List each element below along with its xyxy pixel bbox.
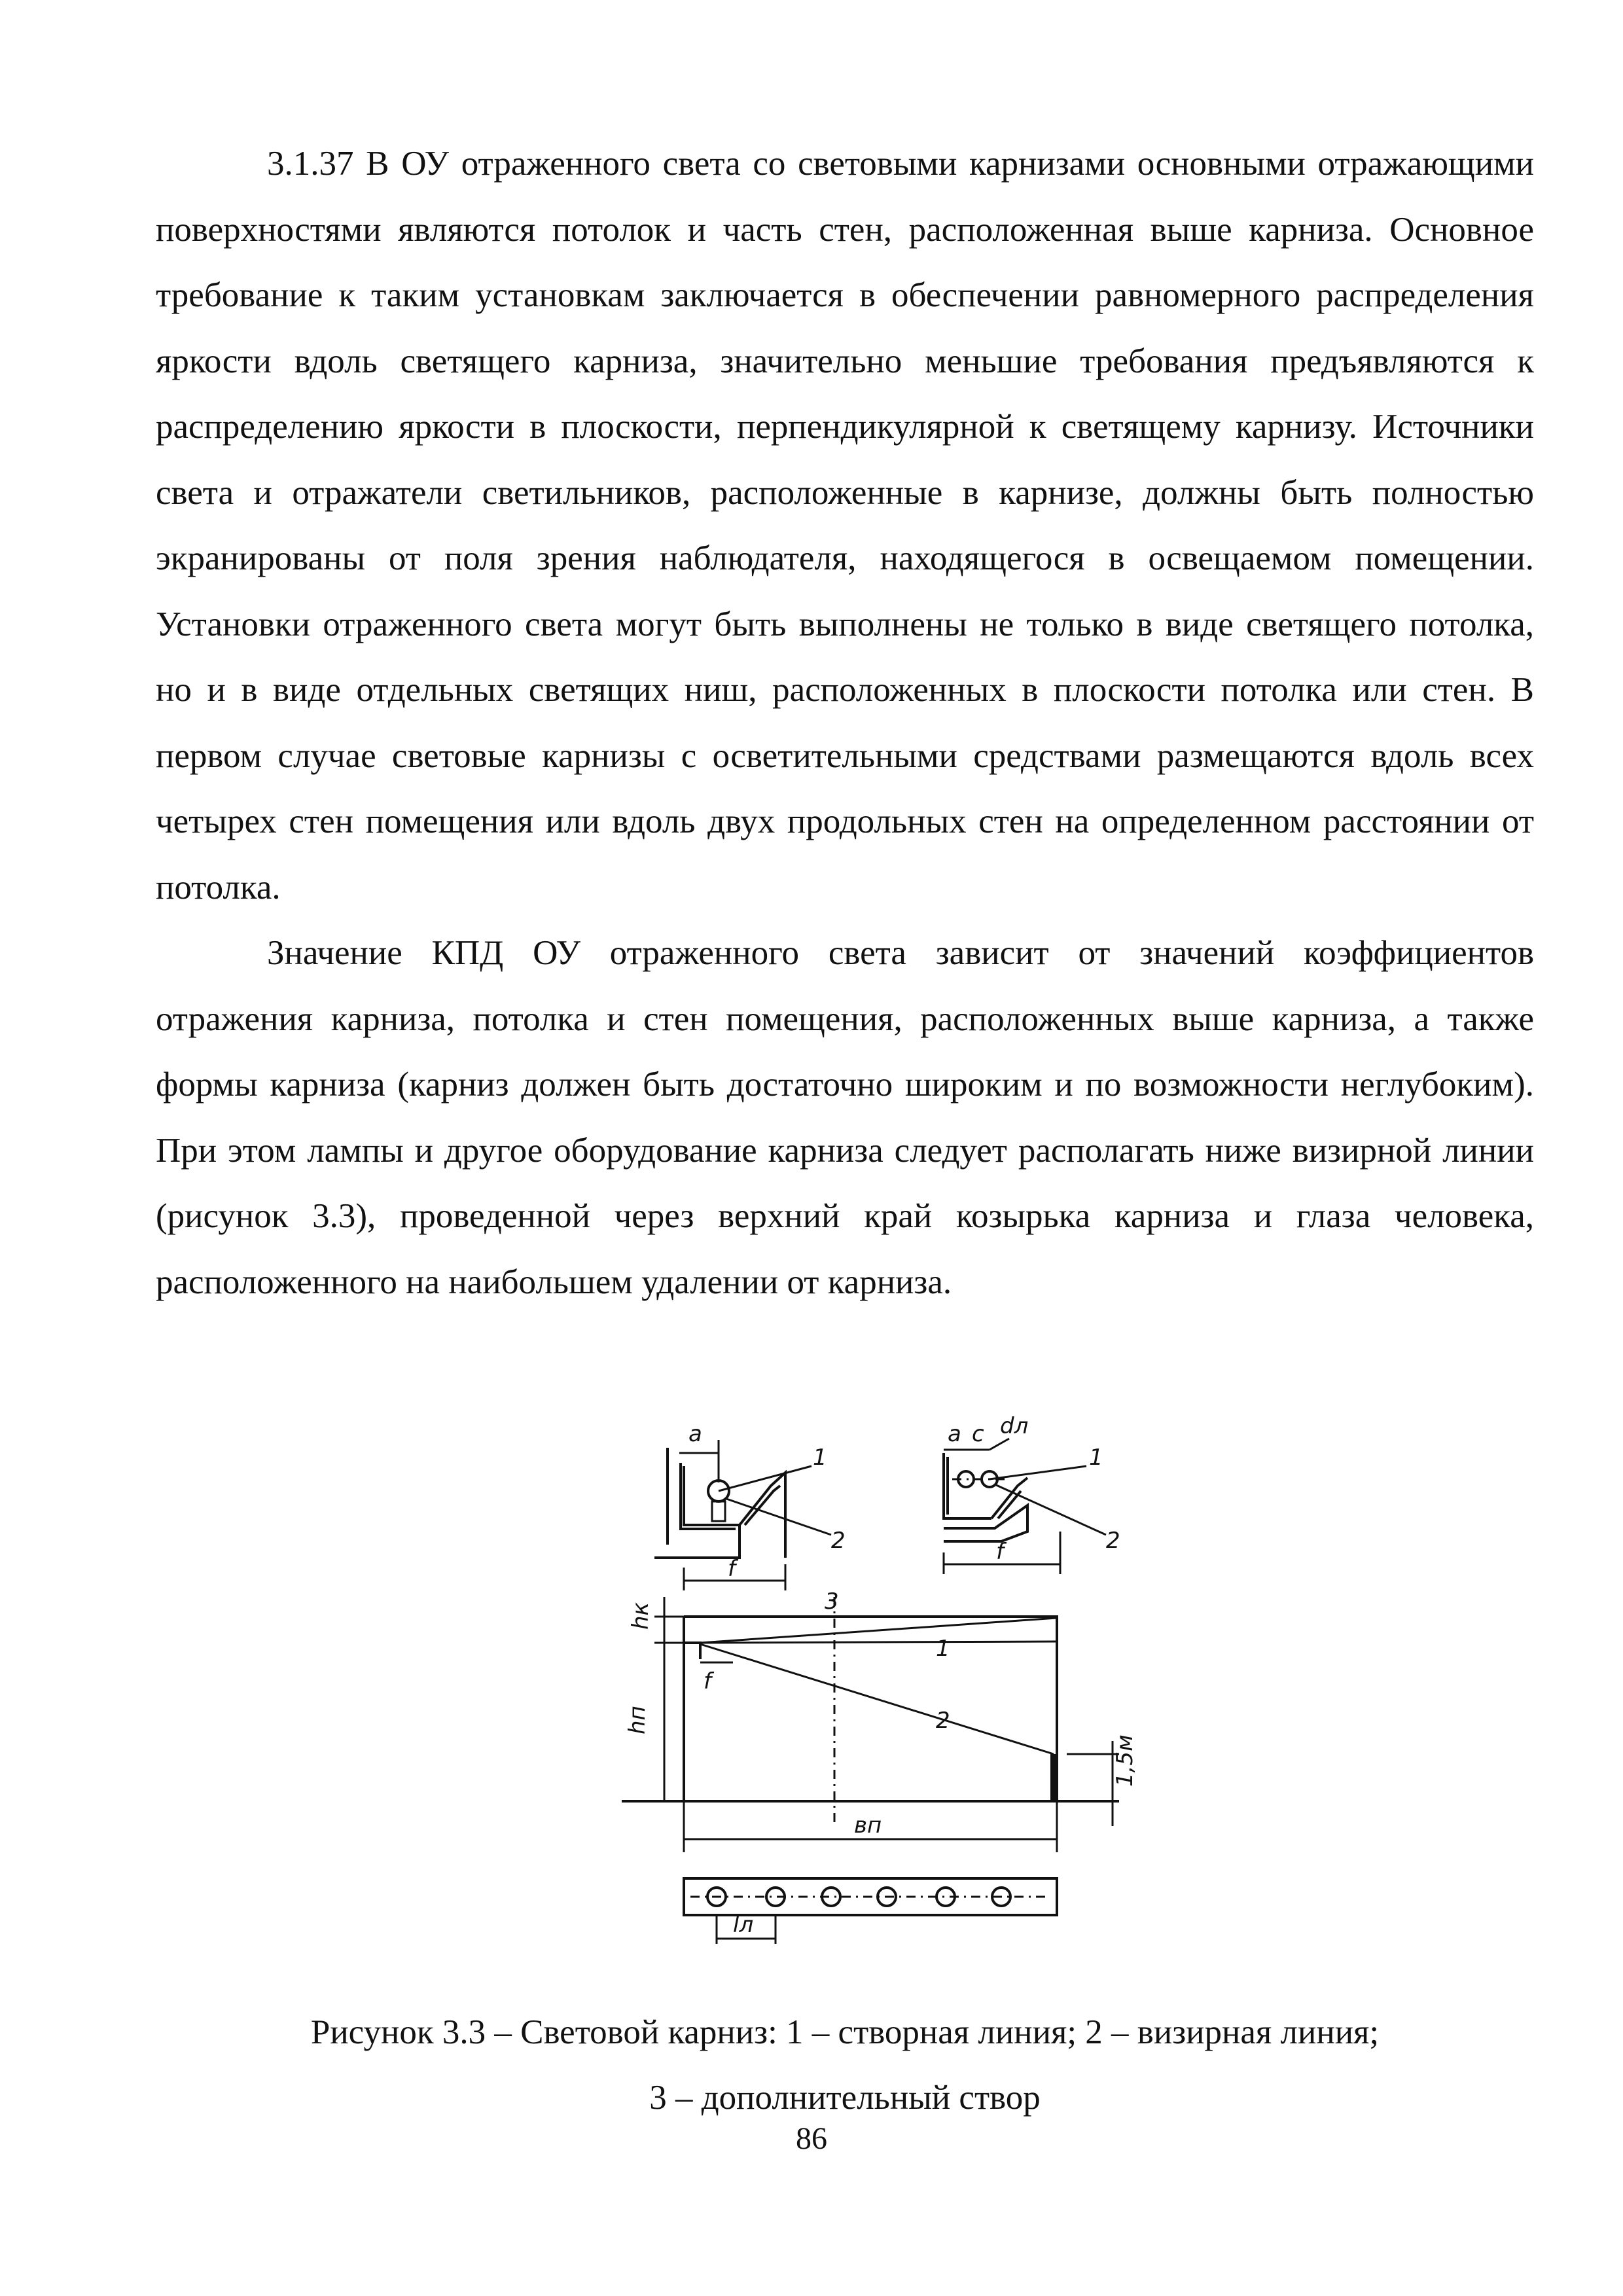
caption-line-1: Рисунок 3.3 – Световой карниз: 1 – створная линия; 2 – визирная линия; <box>310 2013 1380 2051</box>
body-text <box>156 131 1534 1315</box>
dim-ll: lл <box>733 1912 754 1938</box>
label-2-left: 2 <box>831 1528 846 1554</box>
label-3: 3 <box>825 1588 839 1615</box>
dim-d-right: dл <box>1000 1413 1029 1439</box>
dim-hk: hк <box>628 1602 654 1630</box>
cornice-detail-right <box>944 1413 1120 1574</box>
dim-1-5m: 1,5м <box>1112 1734 1138 1787</box>
label-1-room: 1 <box>936 1636 950 1662</box>
label-1-right: 1 <box>1089 1444 1103 1471</box>
label-2-room: 2 <box>936 1708 950 1734</box>
light-cornice-drawing <box>609 1401 1138 1990</box>
dim-f-left: f <box>728 1556 736 1582</box>
dim-c-right: c <box>972 1421 984 1447</box>
label-1-left: 1 <box>813 1444 827 1471</box>
figure-caption <box>156 2000 1534 2130</box>
paragraph-efficiency: Значение КПД ОУ отраженного света зависит от значений коэффициентов отражения карниза, потолка и стен помещения, расположенных выше карниза, а также формы карниза (карниз должен быть достаточно широким и по возможности неглубоким). При этом лампы и другое оборудование карниза следует располагать ниже визирной линии (рисунок 3.3), проведенной через верхний край козырька карниза и глаза человека, расположенного на наибольшем удалении от карниза. <box>156 934 1534 1301</box>
plan-view <box>684 1878 1057 1944</box>
paragraph-3-1-37: 3.1.37 В ОУ отраженного света со световыми карнизами основными отражающими поверхностями являются потолок и часть стен, расположенная выше карниза. Основное требование к таким установкам заключается в обеспечении равномерного распределения яркости вдоль светящего карниза, значительно меньшие требования предъявляются к распределению яркости в плоскости, перпендикулярной к светящему карнизу. Источники света и отражатели светильников, расположенные в карнизе, должны быть полностью экранированы от поля зрения наблюдателя, находящегося в освещаемом помещении. Установки отраженного света могут быть выполнены не только в виде светящего потолка, но и в виде отдельных светящих ниш, расположенных в плоскости потолка или стен. В первом случае световые карнизы с осветительными средствами размещаются вдоль всех четырех стен помещения или вдоль двух продольных стен на определенном расстоянии от потолка. <box>156 145 1534 906</box>
dim-a-right: a <box>948 1421 961 1447</box>
dim-hp: hп <box>624 1706 651 1734</box>
page-number: 86 <box>796 2121 827 2156</box>
room-section <box>622 1588 1138 1852</box>
caption-line-2: 3 – дополнительный створ <box>649 2079 1041 2117</box>
figure-3-3 <box>609 1401 1138 1990</box>
label-2-right: 2 <box>1106 1528 1120 1554</box>
dim-f-room: f <box>704 1668 711 1695</box>
cornice-detail-left <box>654 1421 846 1590</box>
observer-mark <box>1050 1754 1058 1800</box>
dim-f-right: f <box>996 1539 1004 1565</box>
dim-bp: вп <box>854 1812 882 1839</box>
dim-a-left: a <box>688 1421 702 1447</box>
